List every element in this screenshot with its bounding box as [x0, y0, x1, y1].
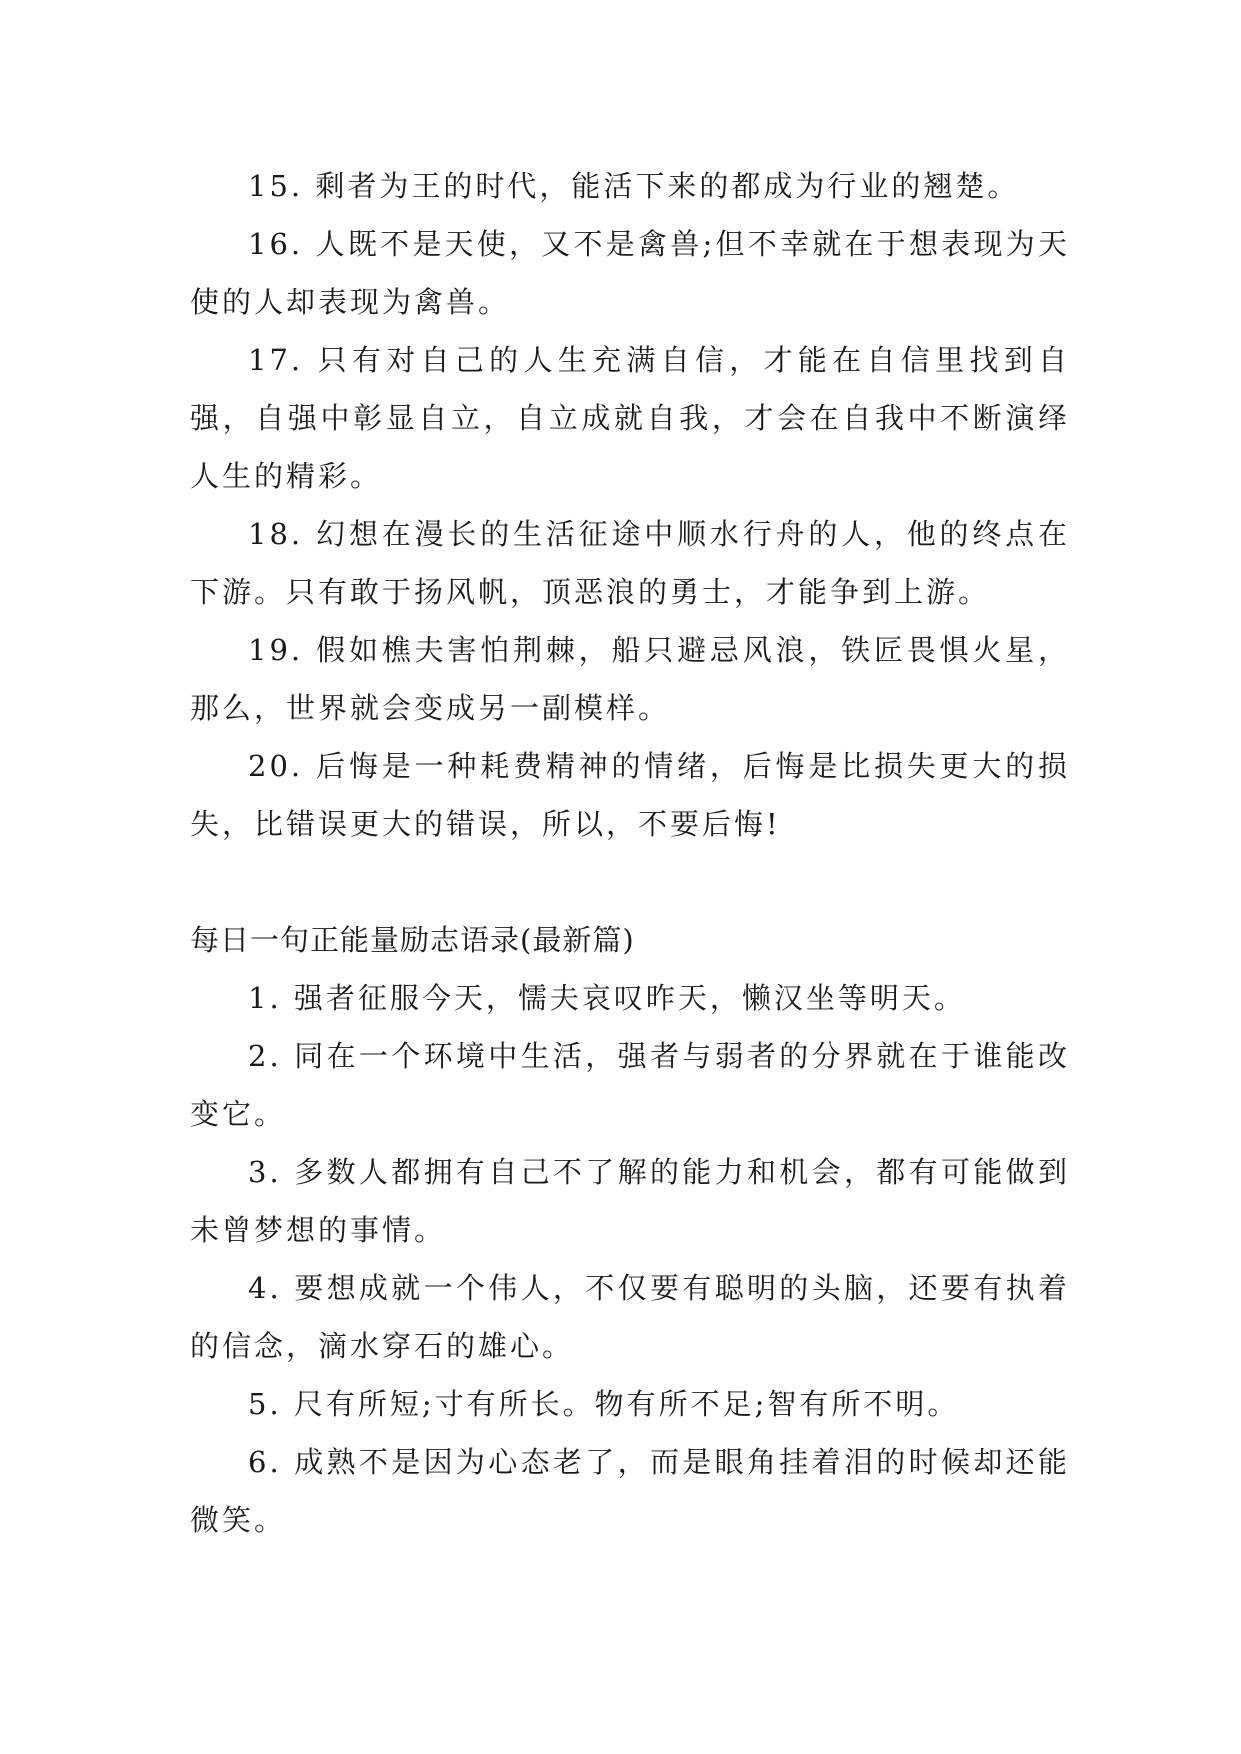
quote-4: 4. 要想成就一个伟人，不仅要有聪明的头脑，还要有执着的信念，滴水穿石的雄心。: [190, 1271, 1070, 1363]
quote-18: 18. 幻想在漫长的生活征途中顺水行舟的人，他的终点在下游。只有敢于扬风帆，顶恶浪的勇士，才能争到上游。: [190, 517, 1070, 609]
quote-3: 3. 多数人都拥有自己不了解的能力和机会，都有可能做到未曾梦想的事情。: [190, 1155, 1070, 1247]
quote-2: 2. 同在一个环境中生活，强者与弱者的分界就在于谁能改变它。: [190, 1039, 1070, 1131]
document-body: [190, 157, 1070, 1549]
quote-6: 6. 成熟不是因为心态老了，而是眼角挂着泪的时候却还能微笑。: [190, 1445, 1070, 1537]
quote-16: 16. 人既不是天使，又不是禽兽;但不幸就在于想表现为天使的人却表现为禽兽。: [190, 227, 1070, 319]
section-heading: 每日一句正能量励志语录(最新篇): [190, 923, 635, 957]
quote-5: 5. 尺有所短;寸有所长。物有所不足;智有所不明。: [248, 1387, 960, 1421]
quote-19: 19. 假如樵夫害怕荆棘，船只避忌风浪，铁匠畏惧火星，那么，世界就会变成另一副模样。: [190, 633, 1070, 725]
quote-20: 20. 后悔是一种耗费精神的情绪，后悔是比损失更大的损失，比错误更大的错误，所以，不要后悔!: [190, 749, 1070, 841]
quote-17: 17. 只有对自己的人生充满自信，才能在自信里找到自强，自强中彰显自立，自立成就自我，才会在自我中不断演绎人生的精彩。: [190, 343, 1070, 493]
quote-15: 15. 剩者为王的时代，能活下来的都成为行业的翘楚。: [248, 169, 1020, 203]
quote-1: 1. 强者征服今天，懦夫哀叹昨天，懒汉坐等明天。: [248, 981, 966, 1015]
